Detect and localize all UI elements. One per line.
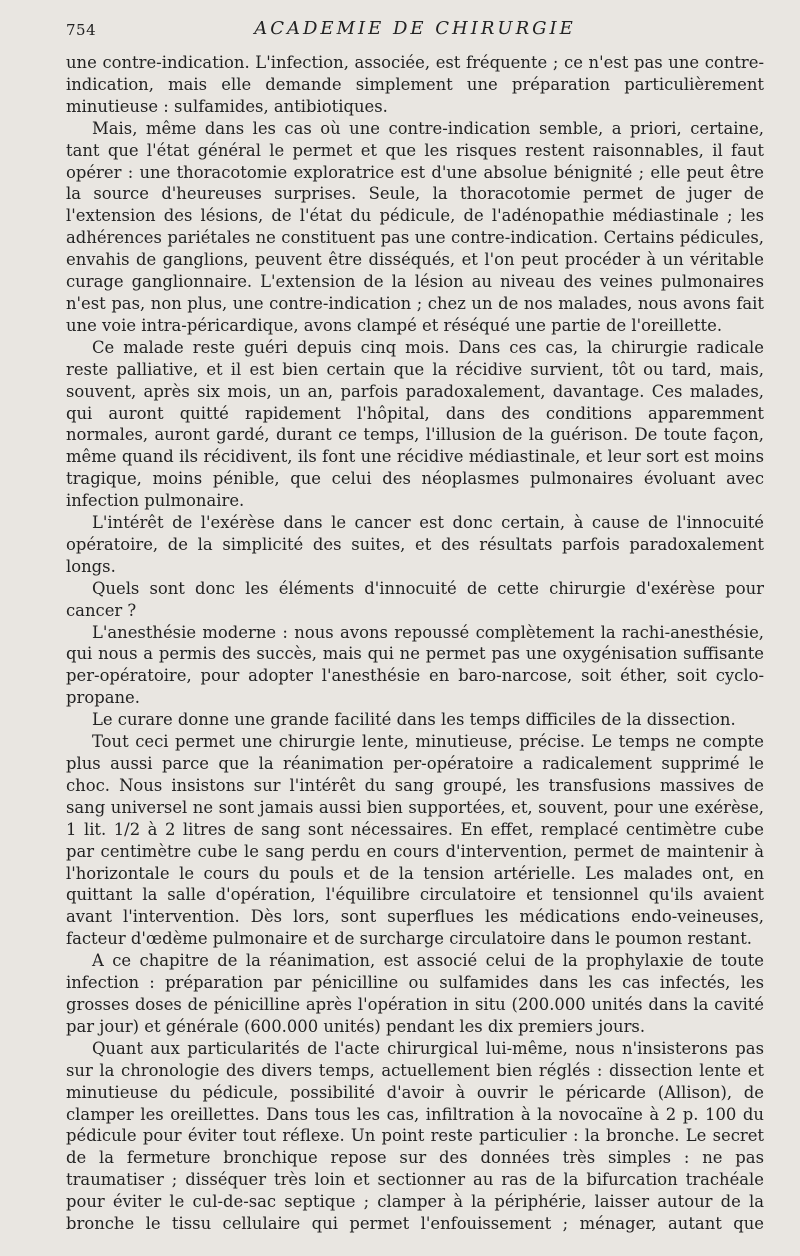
paragraph: Ce malade reste guéri depuis cinq mois. Dans ces cas, la chirurgie radicale reste palliative, et il est bien certain que la récidive survient, tôt ou tard, mais, souvent, après six mois, un an, parfois paradoxalement, davantage. Ces malades, qui auront quitté rapidement l'hôpital, dans des conditions apparemment normales, auront gardé, durant ce temps, l'illusion de la guérison. De toute façon, même quand ils récidivent, ils font une récidive médiastinale, et leur sort est moins tragique, moins pénible, que celui des néoplasmes pulmonaires évoluant avec infection pulmonaire. xyxy=(66,337,764,511)
paragraph: Quels sont donc les éléments d'innocuité de cette chirurgie d'exérèse pour cancer ? xyxy=(66,578,764,620)
paragraph: une contre-indication. L'infection, associée, est fréquente ; ce n'est pas une contre-indication, mais elle demande simplement une préparation particulièrement minutieuse : sulfamides, antibiotiques. xyxy=(66,53,764,116)
paragraph: Mais, même dans les cas où une contre-indication semble, a priori, certaine, tant que l'état général le permet et que les risques restent raisonnables, il faut opérer : une thoracotomie exploratrice est d'une absolue bénignité ; elle peut être la source d'heureuses surprises. Seule, la thoracotomie permet de juger de l'extension des lésions, de l'état du pédicule, de l'adénopathie médiastinale ; les adhérences pariétales ne constituent pas une contre-indication. Certains pédicules, envahis de ganglions, peuvent être disséqués, et l'on peut procéder à un véritable curage ganglionnaire. L'extension de la lésion au niveau des veines pulmonaires n'est pas, non plus, une contre-indication ; chez un de nos malades, nous avons fait une voie intra-péricardique, avons clampé et réséqué une partie de l'oreillette. xyxy=(66,118,764,335)
paragraph: L'anesthésie moderne : nous avons repoussé complètement la rachi-anesthésie, qui nous a permis des succès, mais qui ne permet pas une oxygénisation suffisante per-opératoire, pour adopter l'anesthésie en baro-narcose, soit éther, soit cyclo-propane. xyxy=(66,622,764,708)
paragraph: L'intérêt de l'exérèse dans le cancer est donc certain, à cause de l'innocuité opératoire, de la simplicité des suites, et des résultats parfois paradoxalement longs. xyxy=(66,513,764,576)
body-text xyxy=(66,52,764,1235)
paragraph: Tout ceci permet une chirurgie lente, minutieuse, précise. Le temps ne compte plus aussi parce que la réanimation per-opératoire a radicalement supprimé le choc. Nous insistons sur l'intérêt du sang groupé, les transfusions massives de sang universel ne sont jamais aussi bien supportées, et, souvent, pour une exérèse, 1 lit. 1/2 à 2 litres de sang sont nécessaires. En effet, remplacé centimètre cube par centimètre cube le sang perdu en cours d'intervention, permet de maintenir à l'horizontale le cours du pouls et de la tension artérielle. Les malades ont, en quittant la salle d'opération, l'équilibre circulatoire et tensionnel qu'ils avaient avant l'intervention. Dès lors, sont superflues les médications endo-veineuses, facteur d'œdème pulmonaire et de surcharge circulatoire dans le poumon restant. xyxy=(66,732,764,949)
paragraph: A ce chapitre de la réanimation, est associé celui de la prophylaxie de toute infection : préparation par pénicilline ou sulfamides dans les cas infectés, les grosses doses de pénicilline après l'opération in situ (200.000 unités dans la cavité par jour) et générale (600.000 unités) pendant les dix premiers jours. xyxy=(66,951,764,1036)
page-number: 754 xyxy=(66,21,97,39)
paragraph: Le curare donne une grande facilité dans les temps difficiles de la dissection. xyxy=(92,710,736,730)
paragraph: Quant aux particularités de l'acte chirurgical lui-même, nous n'insisterons pas sur la chronologie des divers temps, actuellement bien réglés : dissection lente et minutieuse du pédicule, possibilité d'avoir à ouvrir le péricarde (Allison), de clamper les oreillettes. Dans tous les cas, infiltration à la novocaïne à 2 p. 100 du pédicule pour éviter tout réflexe. Un point reste particulier : la bronche. Le secret de la fermeture bronchique repose sur des données très simples : ne pas traumatiser ; disséquer très loin et sectionner au ras de la bifurcation trachéale pour éviter le cul-de-sac septique ; clamper à la périphérie, laisser autour de la bronche le tissu cellulaire qui permet l'enfouissement ; ménager, autant que xyxy=(66,1038,764,1234)
page-header xyxy=(66,18,764,44)
running-title: ACADEMIE DE CHIRURGIE xyxy=(254,18,576,39)
